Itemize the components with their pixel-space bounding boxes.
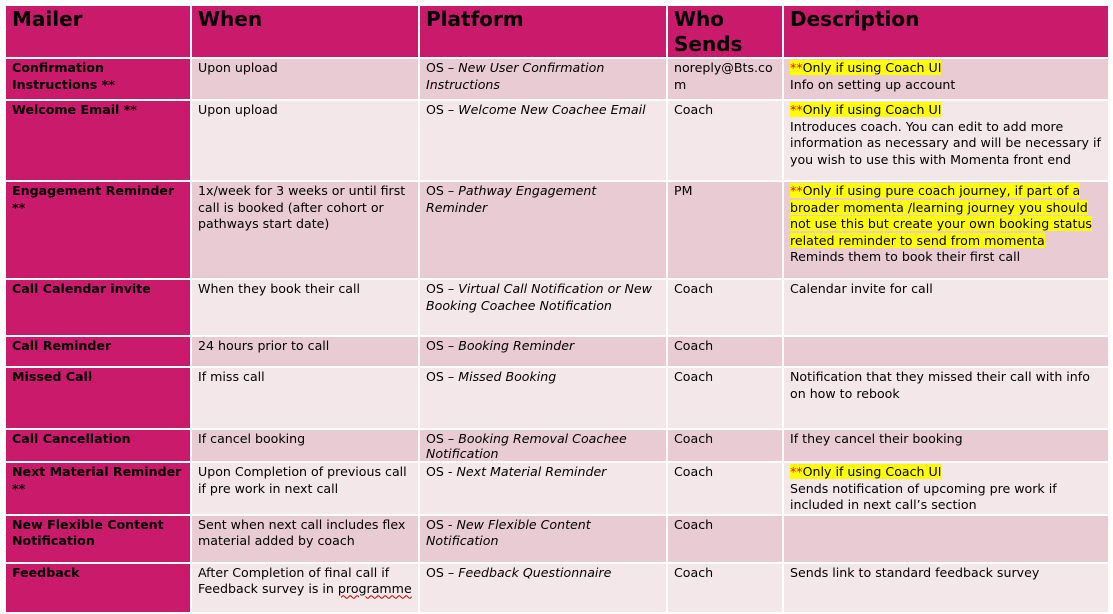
when-cell: Upon Completion of previous call if pre work in next call	[191, 462, 419, 515]
table-row	[5, 515, 1109, 563]
desc-highlight: Only if using Coach UI	[802, 60, 942, 75]
who-sends-cell: Coach	[667, 462, 783, 515]
header-row	[5, 5, 1109, 58]
when-cell: When they book their call	[191, 279, 419, 336]
who-sends-cell: Coach	[667, 100, 783, 181]
platform-cell	[419, 181, 667, 279]
platform-prefix: OS –	[426, 60, 459, 75]
platform-prefix: OS –	[426, 102, 459, 117]
desc-text: Sends notification of upcoming pre work if included in next call’s section	[790, 480, 1057, 513]
who-sends-cell: Coach	[667, 279, 783, 336]
platform-name: Missed Booking	[458, 369, 557, 384]
desc-highlight: Only if using pure coach journey, if part of a broader momenta /learning journey you should not use this but create your own booking status related reminder to send from momenta	[790, 183, 1092, 248]
platform-name: Booking Reminder	[458, 338, 575, 353]
description-cell: Notification that they missed their call with info on how to rebook	[783, 367, 1109, 429]
platform-prefix: OS -	[426, 464, 457, 479]
table-row	[5, 429, 1109, 462]
desc-highlight: Only if using Coach UI	[802, 102, 942, 117]
platform-prefix: OS –	[426, 338, 459, 353]
description-cell	[783, 515, 1109, 563]
who-sends-cell: PM	[667, 181, 783, 279]
mailer-name: Missed Call	[12, 369, 93, 384]
mailer-name: Feedback	[12, 564, 80, 580]
mailer-cell	[5, 100, 191, 181]
mailer-cell	[5, 336, 191, 367]
table-row	[5, 100, 1109, 181]
platform-prefix: OS –	[426, 281, 459, 296]
when-cell: If miss call	[191, 367, 419, 429]
who-sends-cell: Coach	[667, 367, 783, 429]
mailer-name: Call Calendar invite	[12, 281, 151, 296]
when-cell	[191, 563, 419, 613]
who-sends-cell: Coach	[667, 336, 783, 367]
who-sends-cell: noreply@Bts.com	[667, 58, 783, 100]
mailer-cell	[5, 181, 191, 279]
table-row	[5, 462, 1109, 515]
mailer-stars: **	[12, 199, 26, 215]
platform-name: New Flexible Content Notification	[426, 516, 591, 549]
platform-cell	[419, 462, 667, 515]
desc-stars: **	[790, 102, 803, 117]
platform-cell	[419, 100, 667, 181]
platform-name: New User Confirmation Instructions	[426, 60, 605, 92]
platform-name: Pathway Engagement Reminder	[426, 183, 597, 215]
table-row	[5, 181, 1109, 279]
who-sends-cell: Coach	[667, 429, 783, 462]
who-sends-cell: Coach	[667, 563, 783, 613]
platform-cell	[419, 429, 667, 462]
platform-cell	[419, 563, 667, 613]
desc-text: Introduces coach. You can edit to add more information as necessary and will be necessary if you wish to use this with Momenta front end	[790, 118, 1101, 167]
table-row	[5, 279, 1109, 336]
platform-name: Booking Removal Coachee Notification	[426, 431, 627, 461]
platform-cell	[419, 279, 667, 336]
when-cell: Upon upload	[191, 100, 419, 181]
description-cell	[783, 462, 1109, 515]
when-cell: 24 hours prior to call	[191, 336, 419, 367]
header-platform: Platform	[419, 5, 667, 58]
description-cell	[783, 181, 1109, 279]
mailer-name: Confirmation Instructions	[12, 60, 104, 92]
mailer-stars: **	[123, 102, 137, 117]
desc-text: Info on setting up account	[790, 76, 956, 92]
mailer-name: New Flexible Content Notification	[12, 516, 164, 549]
header-mailer: Mailer	[5, 5, 191, 58]
desc-stars: **	[790, 183, 803, 198]
header-who-sends: Who Sends	[667, 5, 783, 58]
platform-name: Virtual Call Notification or New Booking Coachee Notification	[426, 281, 652, 313]
platform-prefix: OS –	[426, 183, 459, 198]
mailer-cell	[5, 429, 191, 462]
platform-prefix: OS –	[426, 369, 459, 384]
mailer-cell	[5, 58, 191, 100]
header-when: When	[191, 5, 419, 58]
platform-cell	[419, 336, 667, 367]
mailer-name: Engagement Reminder	[12, 183, 175, 198]
when-text: After Completion of final call if Feedback survey is in	[198, 564, 390, 597]
mailer-cell	[5, 515, 191, 563]
table-row	[5, 563, 1109, 613]
platform-prefix: OS –	[426, 564, 459, 580]
table-row	[5, 367, 1109, 429]
mailer-cell	[5, 279, 191, 336]
when-cell: If cancel booking	[191, 429, 419, 462]
platform-cell	[419, 515, 667, 563]
description-cell	[783, 336, 1109, 367]
desc-text: Reminds them to book their first call	[790, 249, 1021, 265]
header-description: Description	[783, 5, 1109, 58]
description-cell: If they cancel their booking	[783, 429, 1109, 462]
mailer-cell	[5, 367, 191, 429]
desc-stars: **	[790, 60, 803, 75]
mailer-name: Call Cancellation	[12, 431, 131, 446]
mailers-table	[4, 4, 1110, 614]
platform-cell	[419, 367, 667, 429]
mailer-cell	[5, 563, 191, 613]
platform-name: Feedback Questionnaire	[458, 564, 612, 580]
description-cell	[783, 100, 1109, 181]
who-sends-cell: Coach	[667, 515, 783, 563]
mailer-name: Next Material Reminder	[12, 464, 182, 479]
platform-prefix: OS –	[426, 431, 459, 446]
when-cell: 1x/week for 3 weeks or until first call is booked (after cohort or pathways start date)	[191, 181, 419, 279]
description-cell: Sends link to standard feedback survey	[783, 563, 1109, 613]
desc-stars: **	[790, 464, 803, 479]
mailer-name: Call Reminder	[12, 338, 112, 353]
when-cell: Sent when next call includes flex material added by coach	[191, 515, 419, 563]
platform-name: Welcome New Coachee Email	[458, 102, 646, 117]
when-cell: Upon upload	[191, 58, 419, 100]
when-text-tail: programme	[337, 581, 412, 597]
table-row	[5, 58, 1109, 100]
platform-cell	[419, 58, 667, 100]
description-cell: Calendar invite for call	[783, 279, 1109, 336]
platform-name: Next Material Reminder	[456, 464, 607, 479]
description-cell	[783, 58, 1109, 100]
mailer-cell	[5, 462, 191, 515]
mailer-stars: **	[101, 76, 115, 92]
desc-highlight: Only if using Coach UI	[802, 464, 942, 479]
platform-prefix: OS -	[426, 516, 457, 532]
mailer-name: Welcome Email	[12, 102, 120, 117]
table-row	[5, 336, 1109, 367]
mailer-stars: **	[12, 480, 26, 496]
